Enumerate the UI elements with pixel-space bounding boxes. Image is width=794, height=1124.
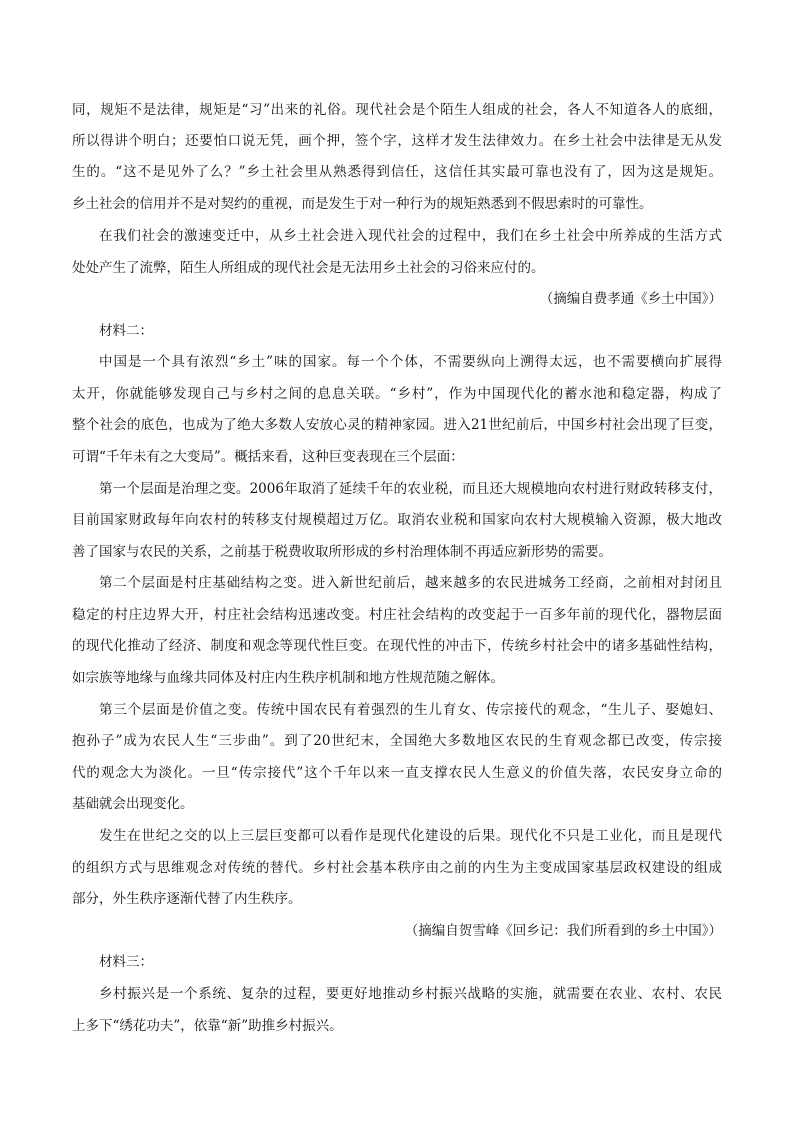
paragraph-line: 太开，你就能够发现自己与乡村之间的息息关联。“乡村”，作为中国现代化的蓄水池和稳定器，构成了: [72, 386, 722, 402]
paragraph-line: 代的观念大为淡化。一旦“传宗接代”这个千年以来一直支撑农民人生意义的价值失落，农民安身立命的: [72, 765, 722, 781]
paragraph-line: 的组织方式与思维观念对传统的替代。乡村社会基本秩序由之前的内生为主变成国家基层政权建设的组成: [72, 860, 722, 876]
paragraph-line: 目前国家财政每年向农村的转移支付规模超过万亿。取消农业税和国家向农村大规模输入资源，极大地改: [72, 512, 722, 528]
paragraph-line: 发生在世纪之交的以上三层巨变都可以看作是现代化建设的后果。现代化不只是工业化，而且是现代: [99, 828, 722, 844]
paragraph-line: 第二个层面是村庄基础结构之变。进入新世纪前后，越来越多的农民进城务工经商，之前相对封闭且: [99, 575, 722, 591]
source-citation: （摘编自费孝通《乡土中国》）: [539, 291, 722, 307]
paragraph-line: 在我们社会的激速变迁中，从乡土社会进入现代社会的过程中，我们在乡土社会中所养成的生活方式: [99, 228, 722, 244]
paragraph-line: 中国是一个具有浓烈“乡土”味的国家。每一个个体，不需要纵向上溯得太远，也不需要横向扩展得: [99, 354, 722, 370]
paragraph-line: 抱孙子”成为农民人生“三步曲”。到了20世纪末，全国绝大多数地区农民的生育观念都已改变，传宗接: [72, 733, 722, 749]
paragraph-line: 乡村振兴是一个系统、复杂的过程，要更好地推动乡村振兴战略的实施，就需要在农业、农村、农民: [99, 986, 722, 1002]
paragraph-line: 部分，外生秩序逐渐代替了内生秩序。: [72, 891, 302, 907]
paragraph-line: 如宗族等地缘与血缘共同体及村庄内生秩序机制和地方性规范随之解体。: [72, 670, 504, 686]
paragraph-line: 稳定的村庄边界大开，村庄社会结构迅速改变。村庄社会结构的改变起于一百多年前的现代化，器物层面: [72, 607, 722, 623]
paragraph-line: 第三个层面是价值之变。传统中国农民有着强烈的生儿育女、传宗接代的观念，“生儿子、娶媳妇、: [99, 702, 722, 718]
paragraph-line: 的现代化推动了经济、制度和观念等现代性巨变。在现代性的冲击下，传统乡村社会中的诸多基础性结构，: [72, 638, 722, 654]
paragraph-line: 同，规矩不是法律，规矩是“习”出来的礼俗。现代社会是个陌生人组成的社会，各人不知道各人的底细，: [72, 102, 722, 118]
source-citation: （摘编自贺雪峰《回乡记：我们所看到的乡土中国》）: [404, 923, 722, 939]
paragraph-line: 处处产生了流弊，陌生人所组成的现代社会是无法用乡土社会的习俗来应付的。: [72, 260, 545, 276]
paragraph-line: 可谓“千年未有之大变局”。概括来看，这种巨变表现在三个层面：: [72, 449, 464, 465]
paragraph-line: 整个社会的底色，也成为了绝大多数人安放心灵的精神家园。进入21世纪前后，中国乡村社会出现了巨变，: [72, 417, 722, 433]
paragraph-line: 基础就会出现变化。: [72, 796, 194, 812]
paragraph-line: 生的。“这不是见外了么？”乡土社会里从熟悉得到信任，这信任其实最可靠也没有了，因为这是规矩。: [72, 164, 722, 180]
material-label: 材料三：: [99, 954, 153, 970]
paragraph-line: 第一个层面是治理之变。2006年取消了延续千年的农业税，而且还大规模地向农村进行财政转移支付，: [99, 481, 722, 497]
paragraph-line: 乡土社会的信用并不是对契约的重视，而是发生于对一种行为的规矩熟悉到不假思索时的可靠性。: [72, 196, 653, 212]
material-label: 材料二：: [99, 323, 153, 339]
paragraph-line: 所以得讲个明白；还要怕口说无凭，画个押，签个字，这样才发生法律效力。在乡土社会中法律是无从发: [72, 133, 722, 149]
paragraph-line: 上多下“绣花功夫”，依靠“新”助推乡村振兴。: [72, 1018, 343, 1034]
paragraph-line: 善了国家与农民的关系，之前基于税费收取所形成的乡村治理体制不再适应新形势的需要。: [72, 544, 612, 560]
